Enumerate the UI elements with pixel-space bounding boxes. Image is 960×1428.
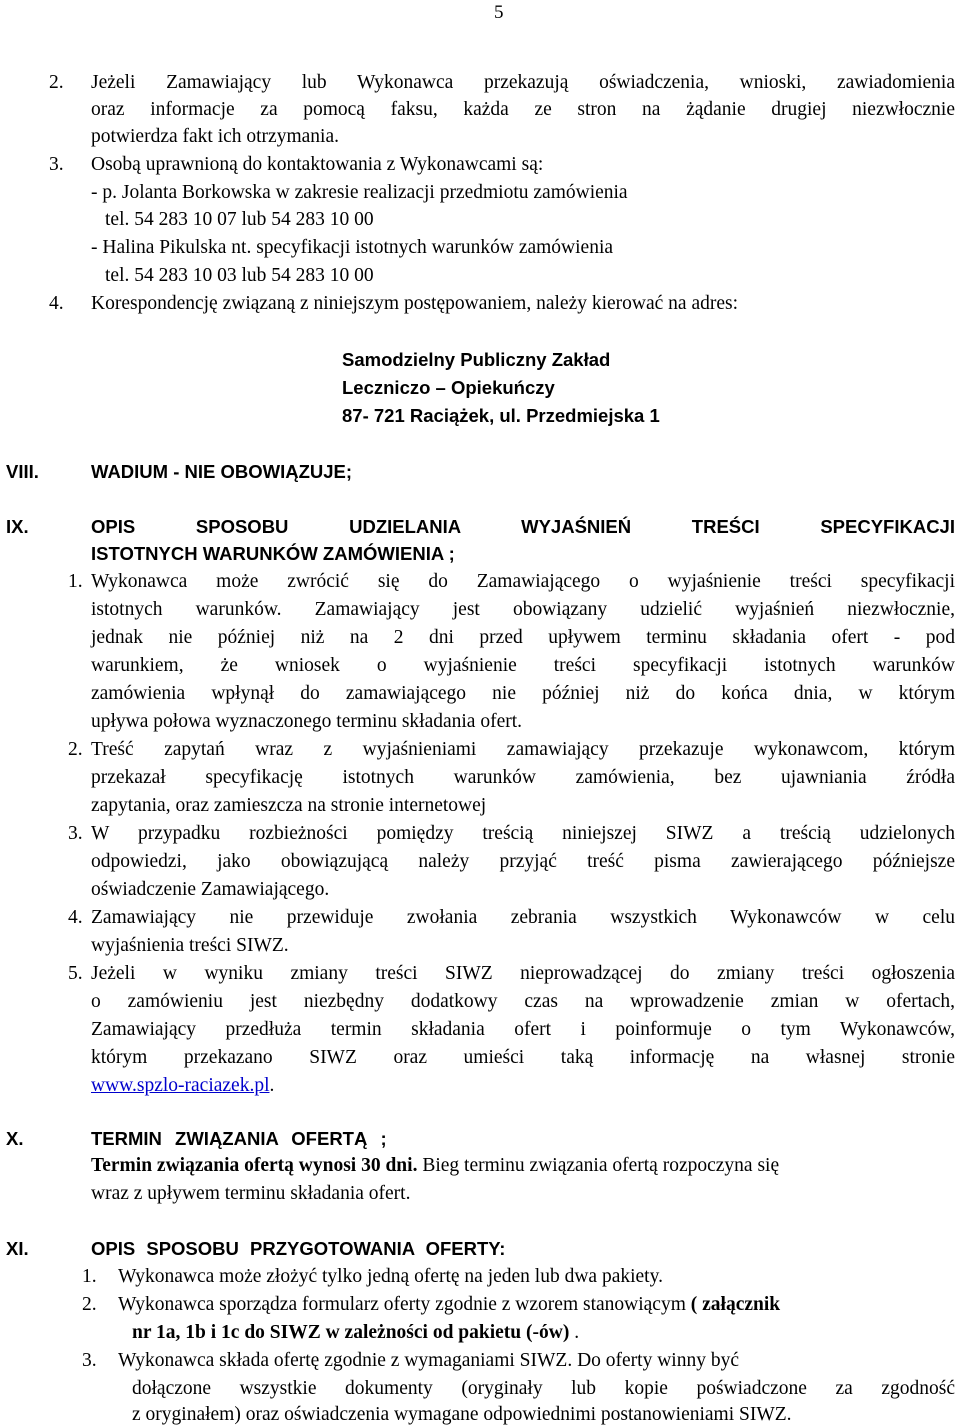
paragraph-line: wraz z upływem terminu składania ofert.	[91, 1183, 411, 1204]
list-number: 3.	[82, 1350, 97, 1371]
section-title: OPIS SPOSOBU UDZIELANIA WYJAŚNIEŃ TREŚCI SPECYFIKACJI	[91, 516, 955, 537]
section-title: TERMIN ZWIĄZANIA OFERTĄ ;	[91, 1128, 387, 1149]
item-text-bold: nr 1a, 1b i 1c do SIWZ w zależności od pakietu (-ów)	[132, 1322, 570, 1343]
paragraph-line: warunkiem, że wniosek o wyjaśnienie treści specyfikacji istotnych warunków	[91, 655, 955, 676]
section-number: XI.	[6, 1238, 29, 1259]
list-number: 4.	[68, 907, 83, 928]
section-title: WADIUM - NIE OBOWIĄZUJE;	[91, 461, 353, 482]
paragraph-line: z oryginałem) oraz oświadczenia wymagane odpowiednimi postanowieniami SIWZ.	[132, 1404, 792, 1425]
paragraph-line: upływa połowa wyznaczonego terminu składania ofert.	[91, 711, 523, 732]
list-number: 5.	[68, 963, 83, 984]
paragraph-line: Zamawiający nie przewiduje zwołania zebrania wszystkich Wykonawców w celu	[91, 907, 955, 928]
section-title: ISTOTNYCH WARUNKÓW ZAMÓWIENIA ;	[91, 543, 455, 564]
list-number: 2.	[82, 1294, 97, 1315]
contact-phone-line: tel. 54 283 10 07 lub 54 283 10 00	[105, 209, 374, 230]
paragraph-line	[118, 1292, 780, 1318]
contact-phone-line: tel. 54 283 10 03 lub 54 283 10 00	[105, 265, 374, 286]
item-text-bold: ( załącznik	[690, 1294, 781, 1315]
paragraph-line: o zamówieniu jest niezbędny dodatkowy czas na wprowadzenie zmian w ofertach,	[91, 991, 955, 1012]
contact-person-line: - p. Jolanta Borkowska w zakresie realizacji przedmiotu zamówienia	[91, 182, 628, 203]
paragraph-line	[132, 1320, 579, 1346]
paragraph-line	[91, 1153, 779, 1179]
paragraph-line: zapytania, oraz zamieszcza na stronie internetowej	[91, 795, 487, 816]
address-line: Samodzielny Publiczny Zakład	[342, 349, 611, 370]
paragraph-line: jednak nie później niż na 2 dni przed upływem terminu składania ofert - pod	[91, 627, 955, 648]
paragraph-line: Jeżeli w wyniku zmiany treści SIWZ nieprowadzącej do zmiany treści ogłoszenia	[91, 963, 955, 984]
paragraph-line: wyjaśnienia treści SIWZ.	[91, 935, 289, 956]
contact-person-line: - Halina Pikulska nt. specyfikacji istotnych warunków zamówienia	[91, 237, 614, 258]
item-text: Wykonawca sporządza formularz oferty zgodnie z wzorem stanowiącym	[118, 1294, 686, 1315]
link-suffix: .	[269, 1075, 275, 1096]
item-text-end: .	[569, 1322, 580, 1343]
paragraph-line: Osobą uprawnioną do kontaktowania z Wykonawcami są:	[91, 154, 544, 175]
list-number: 3.	[68, 823, 83, 844]
paragraph-line: Wykonawca może złożyć tylko jedną ofertę na jeden lub dwa pakiety.	[118, 1266, 663, 1287]
paragraph-line: istotnych warunków. Zamawiający jest obowiązany udzielić wyjaśnień niezwłocznie,	[91, 599, 955, 620]
list-number: 2.	[49, 72, 64, 93]
address-line: Leczniczo – Opiekuńczy	[342, 377, 555, 398]
section-number: IX.	[6, 516, 29, 537]
list-number: 2.	[68, 739, 83, 760]
paragraph-line	[91, 1073, 274, 1099]
section-title: OPIS SPOSOBU PRZYGOTOWANIA OFERTY:	[91, 1238, 506, 1259]
paragraph-line: zamówienia wpłynął do zamawiającego nie później niż do końca dnia, w którym	[91, 683, 955, 704]
list-number: 4.	[49, 293, 64, 314]
section-number: VIII.	[6, 461, 39, 482]
paragraph-line: odpowiedzi, jako obowiązującą należy przyjąć treść pisma zawierającego późniejsze	[91, 851, 955, 872]
paragraph-line: Korespondencję związaną z niniejszym postępowaniem, należy kierować na adres:	[91, 293, 739, 314]
paragraph-line: Wykonawca składa ofertę zgodnie z wymaganiami SIWZ. Do oferty winny być	[118, 1350, 739, 1371]
paragraph-line: dołączone wszystkie dokumenty (oryginały lub kopie poświadczone za zgodność	[132, 1378, 955, 1399]
paragraph-line: którym przekazano SIWZ oraz umieści taką informację na własnej stronie	[91, 1047, 955, 1068]
paragraph-line: przekazał specyfikację istotnych warunków zamówienia, bez ujawniania źródła	[91, 767, 955, 788]
list-number: 1.	[82, 1266, 97, 1287]
paragraph-line: Zamawiający przedłuża termin składania ofert i poinformuje o tym Wykonawców,	[91, 1019, 955, 1040]
paragraph-line: potwierdza fakt ich otrzymania.	[91, 126, 339, 147]
address-line: 87- 721 Raciążek, ul. Przedmiejska 1	[342, 405, 660, 426]
paragraph-line: Jeżeli Zamawiający lub Wykonawca przekazują oświadczenia, wnioski, zawiadomienia	[91, 72, 955, 93]
paragraph-line: W przypadku rozbieżności pomiędzy treścią niniejszej SIWZ a treścią udzielonych	[91, 823, 955, 844]
paragraph-line: Treść zapytań wraz z wyjaśnieniami zamawiający przekazuje wykonawcom, którym	[91, 739, 955, 760]
list-number: 1.	[68, 571, 83, 592]
bold-statement: Termin związania ofertą wynosi 30 dni.	[91, 1155, 418, 1176]
website-link[interactable]: www.spzlo-raciazek.pl	[91, 1075, 270, 1096]
section-number: X.	[6, 1128, 24, 1149]
paragraph-line: oraz informacje za pomocą faksu, każda ze stron na żądanie drugiej niezwłocznie	[91, 99, 955, 120]
paragraph-line: Wykonawca może zwrócić się do Zamawiającego o wyjaśnienie treści specyfikacji	[91, 571, 955, 592]
page-number: 5	[494, 2, 504, 23]
list-number: 3.	[49, 154, 64, 175]
statement-rest: Bieg terminu związania ofertą rozpoczyna się	[417, 1155, 780, 1176]
paragraph-line: oświadczenie Zamawiającego.	[91, 879, 330, 900]
